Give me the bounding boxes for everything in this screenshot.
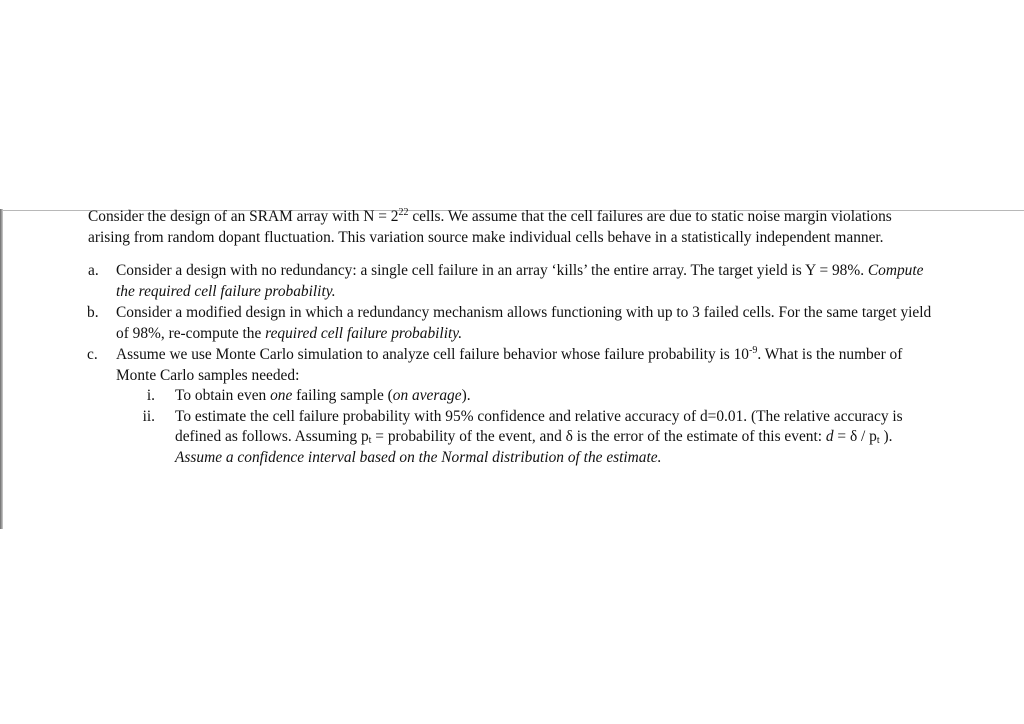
question-c-ii-subscript-2: t <box>876 435 880 446</box>
question-c-ii-text-1: To estimate the cell failure probability with 95% confidence and relative accuracy of d=0.01. (The relative accuracy is defined as follows. Assuming p <box>175 407 903 445</box>
question-c-ii <box>116 407 988 469</box>
question-a-body <box>116 261 934 302</box>
question-a-text-2: Compute the required cell failure probability. <box>116 262 924 300</box>
question-c-ii-text-6: Assume a confidence interval based on the Normal distribution of the estimate. <box>175 448 662 466</box>
question-a-text-1: Consider a design with no redundancy: a single cell failure in an array ‘kills’ the entire array. The target yield is Y = 98%. <box>116 262 868 279</box>
question-c-ii-text-2: = probability of the event, and δ is the error of the estimate of this event: <box>371 428 826 445</box>
question-c-text-1: Assume we use Monte Carlo simulation to analyze cell failure behavior whose failure probability is 10 <box>116 346 749 363</box>
page-left-edge <box>0 209 3 529</box>
question-c-body <box>116 345 934 386</box>
question-b <box>88 303 988 344</box>
intro-paragraph <box>88 207 908 248</box>
question-c-ii-text-3: d <box>825 428 834 445</box>
question-c-ii-body <box>175 407 935 469</box>
question-c-i <box>116 386 988 407</box>
question-c-text-2: . What is the number of Monte Carlo samples needed: <box>116 346 903 384</box>
question-c-exponent: -9 <box>749 345 758 356</box>
question-a-marker: a. <box>88 262 99 279</box>
question-c-i-text-4: on average <box>392 387 462 404</box>
question-c-ii-text-4: = δ / p <box>833 428 877 445</box>
question-c <box>88 345 988 468</box>
question-a <box>88 261 988 302</box>
question-c-sublist <box>116 386 988 468</box>
question-c-i-body <box>175 386 935 407</box>
question-c-i-text-1: To obtain even <box>175 387 271 404</box>
question-c-i-text-5: ). <box>461 387 471 404</box>
question-b-text-2: required cell failure probability. <box>265 324 463 342</box>
question-c-ii-subscript-1: t <box>368 435 372 446</box>
intro-exponent: 22 <box>398 207 409 218</box>
question-c-ii-text-5: ). <box>879 428 893 445</box>
question-c-i-text-2: one <box>270 387 293 404</box>
question-c-i-marker: i. <box>146 387 155 404</box>
question-c-i-text-3: failing sample ( <box>292 387 393 404</box>
intro-text-1: Consider the design of an SRAM array with N = 2 <box>88 208 399 225</box>
problem-text <box>88 207 988 469</box>
question-b-text-1: Consider a modified design in which a redundancy mechanism allows functioning with up to 3 failed cells. For the same target yield of 98%, re-compute the <box>116 304 932 342</box>
question-c-marker: c. <box>87 346 98 363</box>
question-list <box>88 261 988 468</box>
question-b-body <box>116 303 934 344</box>
intro-text-2: cells. We assume that the cell failures are due to static noise margin violations arising from random dopant fluctuation. This variation source make individual cells behave in a statistically independent manner. <box>88 208 892 246</box>
question-c-ii-marker: ii. <box>142 407 155 425</box>
question-b-marker: b. <box>87 304 99 321</box>
